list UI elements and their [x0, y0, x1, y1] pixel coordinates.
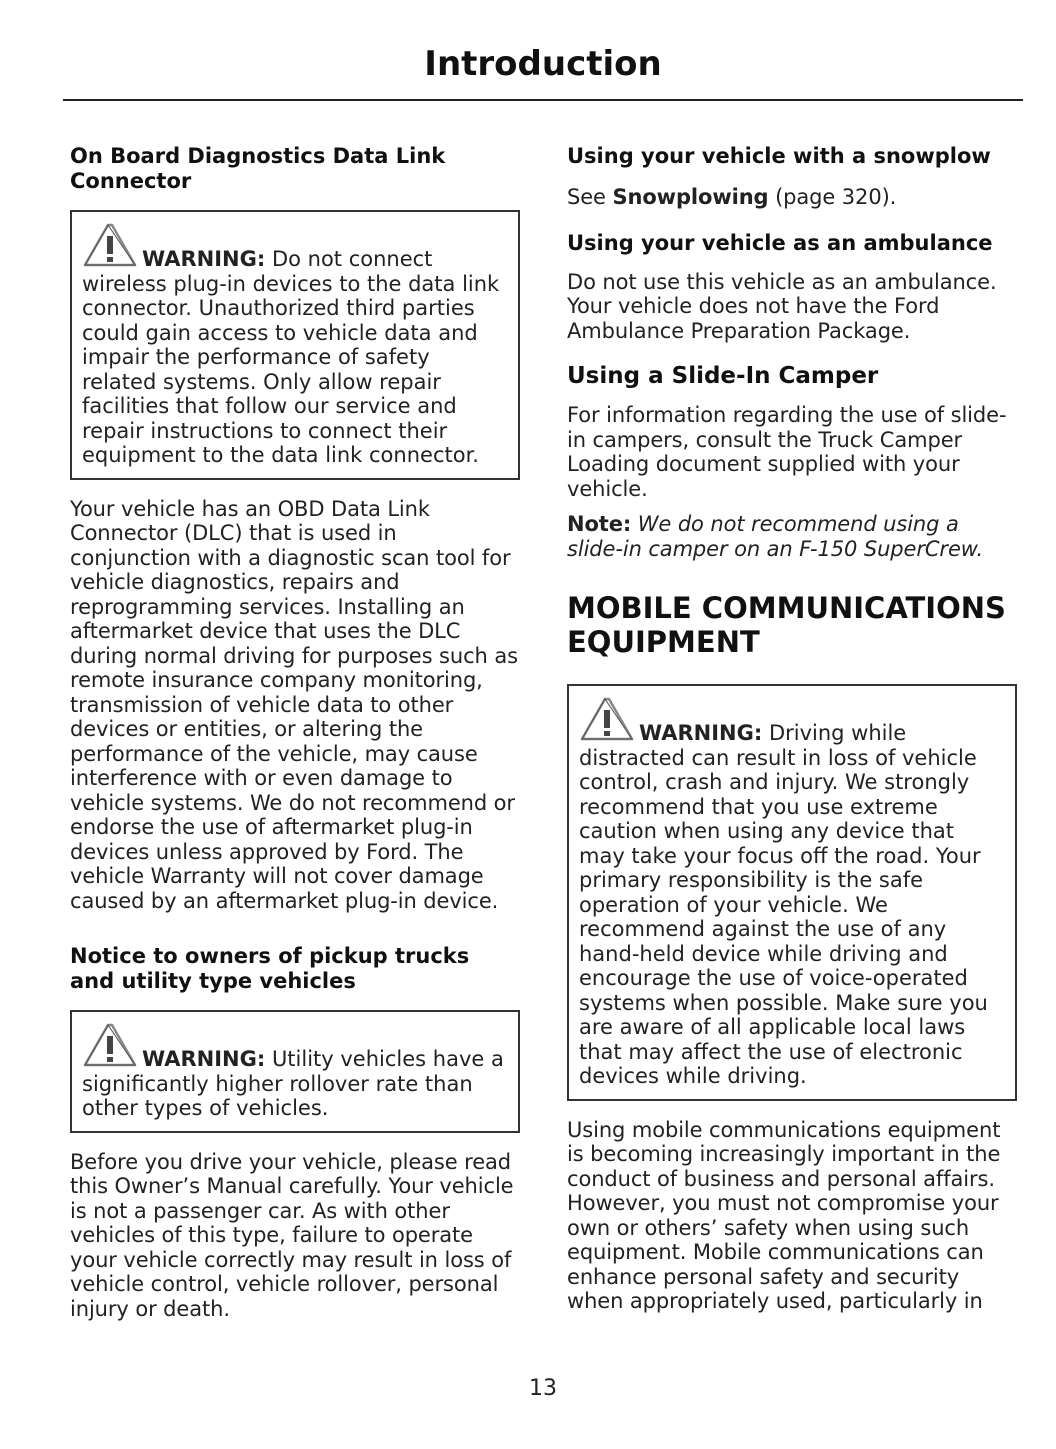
- pickup-warning-box: [70, 1010, 520, 1133]
- ambulance-heading: Using your vehicle as an ambulance: [567, 230, 993, 255]
- note-label: Note:: [567, 512, 632, 536]
- warning-label: WARNING:: [142, 247, 266, 271]
- camper-note: [567, 512, 1017, 561]
- warning-triangle-icon: [579, 696, 635, 742]
- mobile-warning-box: [567, 684, 1017, 1101]
- left-column: [70, 144, 520, 1321]
- warning-triangle-icon: [82, 222, 138, 268]
- page-title: Introduction: [424, 44, 662, 84]
- warning-label: WARNING:: [142, 1047, 266, 1071]
- pickup-heading: Notice to owners of pickup trucks and utility type vehicles: [70, 944, 470, 993]
- snowplow-link[interactable]: Snowplowing: [612, 185, 769, 209]
- right-column: [567, 144, 1017, 1314]
- obd-warning-text: Do not connect wireless plug-in devices to the data link connector. Unauthorized third parties could gain access to vehicle data and impair the performance of safety related systems. Only allow repair facilities that follow our service and repair instructions to connect their equipment to the data link connector.: [82, 247, 500, 467]
- mobile-paragraph: Using mobile communications equipment is becoming increasingly important in the conduct of business and personal affairs. However, you must not compromise your own or others’ safety when using such equipment. Mobile communications can enhance personal safety and security when appropriately used, particularly in: [567, 1117, 1001, 1313]
- snowplow-page: (page 320).: [775, 185, 897, 209]
- pickup-paragraph: Before you drive your vehicle, please read this Owner’s Manual carefully. Your vehicle is not a passenger car. As with other vehicles of this type, failure to operate your vehicle correctly may result in loss of vehicle control, vehicle rollover, personal injury or death.: [70, 1149, 514, 1321]
- obd-warning-box: [70, 210, 520, 480]
- camper-heading: Using a Slide-In Camper: [567, 363, 879, 389]
- obd-heading: On Board Diagnostics Data Link Connector: [70, 144, 446, 193]
- pickup-warning-text: Utility vehicles have a significantly higher rollover rate than other types of vehicles.: [82, 1047, 504, 1120]
- page-number: 13: [529, 1376, 557, 1401]
- ambulance-text: Do not use this vehicle as an ambulance. Your vehicle does not have the Ford Ambulance Preparation Package.: [567, 269, 997, 343]
- warning-label: WARNING:: [639, 721, 763, 745]
- mobile-warning-text: Driving while distracted can result in loss of vehicle control, crash and injury. We strongly recommend that you use extreme caution when using any device that may take your focus off the road. Your primary responsibility is the safe operation of your vehicle. We recommend against the use of any hand-held device while driving and encourage the use of voice-operated systems when possible. Make sure you are aware of all applicable local laws that may affect the use of electronic devices while driving.: [579, 721, 988, 1088]
- obd-paragraph: Your vehicle has an OBD Data Link Connector (DLC) that is used in conjunction with a diagnostic scan tool for vehicle diagnostics, repairs and reprogramming services. Installing an aftermarket device that uses the DLC during normal driving for purposes such as remote insurance company monitoring, transmission of vehicle data to other devices or entities, or altering the performance of the vehicle, may cause interference with or even damage to vehicle systems. We do not recommend or endorse the use of aftermarket plug-in devices unless approved by Ford. The vehicle Warranty will not cover damage caused by an aftermarket plug-in device.: [70, 496, 518, 913]
- snowplow-reference: [567, 185, 1017, 210]
- mobile-heading: MOBILE COMMUNICATIONS EQUIPMENT: [567, 591, 1006, 659]
- snowplow-heading: Using your vehicle with a snowplow: [567, 144, 991, 168]
- warning-triangle-icon: [82, 1022, 138, 1068]
- note-text: We do not recommend using a slide-in camper on an F-150 SuperCrew.: [567, 512, 984, 561]
- title-divider: [63, 99, 1023, 101]
- camper-text: For information regarding the use of slide-in campers, consult the Truck Camper Loading document supplied with your vehicle.: [567, 403, 1007, 501]
- snowplow-see: See: [567, 185, 606, 209]
